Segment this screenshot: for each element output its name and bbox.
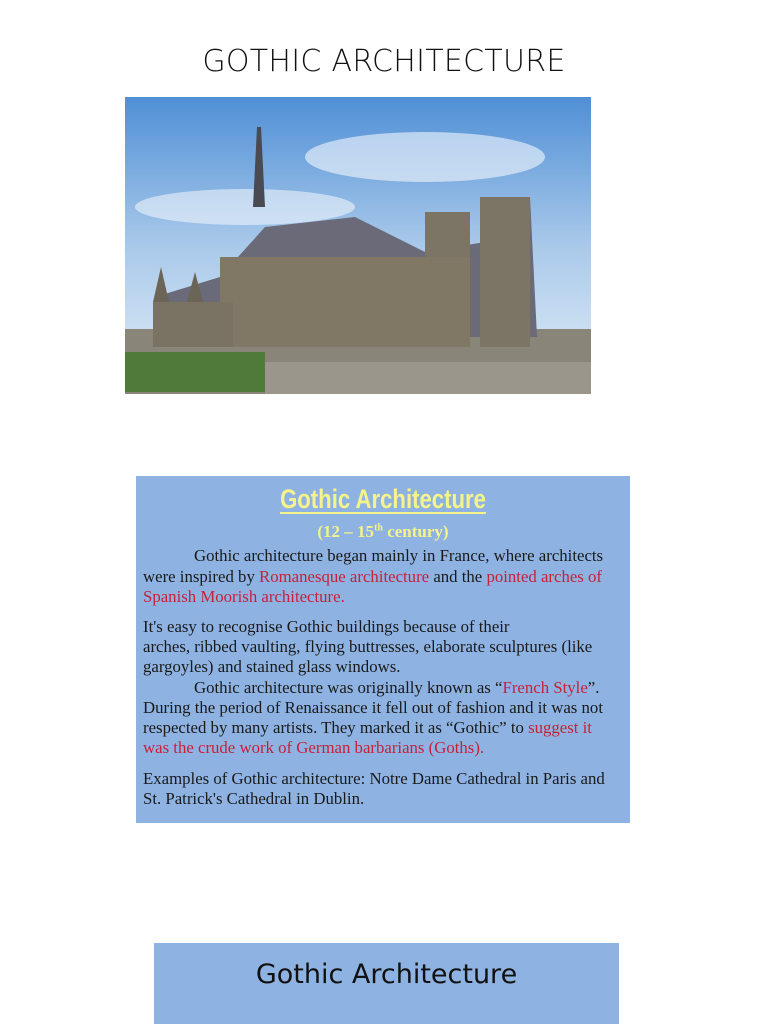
text-line: [143, 789, 364, 809]
text-line: [143, 587, 345, 607]
bottom-banner-title: Gothic Architecture: [255, 959, 518, 990]
text-line: [194, 678, 599, 698]
cathedral-photo: [125, 97, 591, 394]
text-segment: During the period of Renaissance it fell out of fashion and it was not: [143, 698, 603, 717]
bottom-banner: [154, 943, 619, 1024]
info-box: [136, 476, 630, 823]
text-line: [143, 738, 484, 758]
text-line: [143, 567, 602, 587]
text-segment: arches, ribbed vaulting, flying buttresses, elaborate sculptures (like: [143, 637, 593, 656]
text-segment: It's easy to recognise Gothic buildings because of their: [143, 617, 510, 636]
page-title: GOTHIC ARCHITECTURE: [202, 44, 566, 79]
text-segment: Gothic architecture was originally known as “: [194, 678, 503, 697]
subheading-text: (12 – 15: [317, 522, 375, 541]
text-segment: Examples of Gothic architecture: Notre Dame Cathedral in Paris and: [143, 769, 605, 788]
text-segment: respected by many artists. They marked it as “Gothic” to: [143, 718, 529, 737]
text-segment: and the: [429, 567, 487, 586]
highlighted-text: French Style: [502, 678, 588, 697]
text-line: [143, 769, 605, 789]
text-line: [143, 657, 400, 677]
subheading-sup: th: [374, 522, 383, 534]
text-segment: ”.: [587, 678, 600, 697]
highlighted-text: suggest it: [528, 718, 592, 737]
text-line: [143, 718, 592, 738]
text-segment: gargoyles) and stained glass windows.: [143, 657, 401, 676]
text-line: [143, 637, 592, 657]
infobox-heading: Gothic Architecture: [280, 484, 486, 514]
subheading-text: century): [382, 522, 449, 541]
highlighted-text: pointed arches of: [486, 567, 603, 586]
text-segment: were inspired by: [143, 567, 260, 586]
text-segment: St. Patrick's Cathedral in Dublin.: [143, 789, 365, 808]
text-line: [143, 617, 510, 637]
text-line: [194, 546, 603, 566]
infobox-subheading: [136, 522, 630, 542]
text-line: [143, 698, 603, 718]
highlighted-text: was the crude work of German barbarians (Goths).: [143, 738, 485, 757]
highlighted-text: Romanesque architecture: [259, 567, 430, 586]
highlighted-text: Spanish Moorish architecture.: [143, 587, 345, 606]
text-segment: Gothic architecture began mainly in France, where architects: [194, 546, 604, 565]
